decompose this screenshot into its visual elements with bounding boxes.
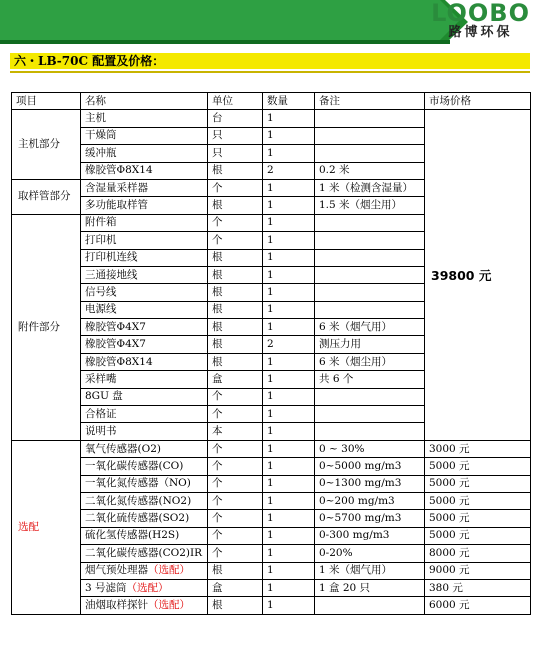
item-unit: 个: [208, 232, 263, 249]
item-unit: 根: [208, 562, 263, 579]
item-qty: 1: [263, 179, 315, 196]
optional-tag: （选配）: [148, 599, 190, 612]
item-qty: 1: [263, 284, 315, 301]
header-qty: 数量: [263, 93, 315, 110]
item-unit: 根: [208, 301, 263, 318]
item-note: 0~5700 mg/m3: [315, 510, 425, 527]
item-note: 1 盒 20 只: [315, 579, 425, 596]
item-name: 一氧化氮传感器（NO): [81, 475, 208, 492]
item-qty: 1: [263, 545, 315, 562]
item-name: 主机: [81, 110, 208, 127]
header-price: 市场价格: [425, 93, 531, 110]
item-note: [315, 388, 425, 405]
group-label: 取样管部分: [12, 179, 81, 214]
item-qty: 1: [263, 353, 315, 370]
item-note: [315, 214, 425, 231]
item-note: 0~200 mg/m3: [315, 492, 425, 509]
optional-row: [12, 492, 531, 509]
header-note: 备注: [315, 93, 425, 110]
item-note: [315, 406, 425, 423]
item-unit: 个: [208, 510, 263, 527]
item-unit: 个: [208, 545, 263, 562]
item-name: 合格证: [81, 406, 208, 423]
item-note: 0 ~ 30%: [315, 440, 425, 457]
item-name: 干燥筒: [81, 127, 208, 144]
item-name: 一氧化碳传感器(CO): [81, 458, 208, 475]
item-qty: 1: [263, 440, 315, 457]
optional-row: [12, 475, 531, 492]
item-unit: 个: [208, 406, 263, 423]
item-name: 橡胶管Φ4X7: [81, 319, 208, 336]
item-qty: 1: [263, 579, 315, 596]
item-qty: 1: [263, 562, 315, 579]
item-qty: 1: [263, 266, 315, 283]
item-note: 1 米（检测含湿量）: [315, 179, 425, 196]
item-name: 硫化氢传感器(H2S): [81, 527, 208, 544]
item-qty: 1: [263, 423, 315, 440]
item-note: [315, 145, 425, 162]
table-row: [12, 110, 531, 127]
item-name: 采样嘴: [81, 371, 208, 388]
optional-label: 选配: [12, 440, 81, 614]
item-name: 多功能取样管: [81, 197, 208, 214]
item-name: 8GU 盘: [81, 388, 208, 405]
item-note: 共 6 个: [315, 371, 425, 388]
item-note: 6 米（烟尘用）: [315, 353, 425, 370]
item-name-text: 烟气预处理器: [85, 564, 148, 577]
item-qty: 1: [263, 510, 315, 527]
item-qty: 1: [263, 214, 315, 231]
item-price: 5000 元: [425, 492, 531, 509]
item-unit: 台: [208, 110, 263, 127]
item-name: 二氧化氮传感器(NO2): [81, 492, 208, 509]
group-label: 主机部分: [12, 110, 81, 180]
item-qty: 1: [263, 597, 315, 614]
item-qty: 1: [263, 492, 315, 509]
item-name: 打印机: [81, 232, 208, 249]
section-title: 六・LB-70C 配置及价格：: [14, 54, 165, 68]
item-name: 打印机连线: [81, 249, 208, 266]
item-note: [315, 249, 425, 266]
item-name: 氧气传感器(O2): [81, 440, 208, 457]
item-note: 测压力用: [315, 336, 425, 353]
header-unit: 单位: [208, 93, 263, 110]
item-unit: 根: [208, 336, 263, 353]
item-unit: 个: [208, 458, 263, 475]
item-qty: 1: [263, 527, 315, 544]
item-name: [81, 597, 208, 614]
group-label: 附件部分: [12, 214, 81, 440]
item-unit: 个: [208, 179, 263, 196]
item-unit: 根: [208, 249, 263, 266]
item-name: 二氧化硫传感器(SO2): [81, 510, 208, 527]
logo-text: LOOBO: [431, 0, 530, 27]
item-unit: 根: [208, 284, 263, 301]
item-name: 含湿量采样器: [81, 179, 208, 196]
item-note: [315, 301, 425, 318]
item-note: 1 米（烟气用）: [315, 562, 425, 579]
item-name: 橡胶管Φ8X14: [81, 162, 208, 179]
item-price: 5000 元: [425, 458, 531, 475]
optional-tag: （选配）: [126, 581, 169, 594]
item-note: 6 米（烟气用）: [315, 319, 425, 336]
item-qty: 1: [263, 301, 315, 318]
item-name: [81, 562, 208, 579]
item-unit: 个: [208, 475, 263, 492]
item-name: 橡胶管Φ8X14: [81, 353, 208, 370]
price-table: [11, 92, 531, 615]
item-name: [81, 579, 208, 596]
item-qty: 2: [263, 162, 315, 179]
item-note: 0-300 mg/m3: [315, 527, 425, 544]
item-price: 8000 元: [425, 545, 531, 562]
item-qty: 1: [263, 110, 315, 127]
header-name: 名称: [81, 93, 208, 110]
item-price: 6000 元: [425, 597, 531, 614]
item-note: [315, 110, 425, 127]
item-name: 附件箱: [81, 214, 208, 231]
item-unit: 盒: [208, 371, 263, 388]
item-qty: 1: [263, 458, 315, 475]
optional-tag: （选配）: [148, 564, 190, 577]
item-unit: 个: [208, 492, 263, 509]
item-qty: 1: [263, 197, 315, 214]
item-unit: 本: [208, 423, 263, 440]
item-price: 5000 元: [425, 475, 531, 492]
optional-row: [12, 458, 531, 475]
item-note: [315, 266, 425, 283]
optional-extra-row: [12, 597, 531, 614]
item-note: 1.5 米（烟尘用）: [315, 197, 425, 214]
item-note: 0.2 米: [315, 162, 425, 179]
item-qty: 1: [263, 475, 315, 492]
item-qty: 1: [263, 145, 315, 162]
item-unit: 根: [208, 353, 263, 370]
item-unit: 个: [208, 440, 263, 457]
logo-subtext: 路博环保: [448, 25, 513, 40]
item-note: [315, 232, 425, 249]
optional-row: [12, 510, 531, 527]
optional-extra-row: [12, 579, 531, 596]
item-unit: 只: [208, 127, 263, 144]
item-price: 5000 元: [425, 510, 531, 527]
optional-row: [12, 545, 531, 562]
item-qty: 1: [263, 388, 315, 405]
item-name: 说明书: [81, 423, 208, 440]
item-note: 0~5000 mg/m3: [315, 458, 425, 475]
item-unit: 个: [208, 527, 263, 544]
price-table-body: [12, 93, 531, 615]
item-name: 二氧化碳传感器(CO2)IR: [81, 545, 208, 562]
item-name-text: 3 号滤筒: [85, 581, 127, 594]
item-unit: 只: [208, 145, 263, 162]
item-qty: 1: [263, 406, 315, 423]
header-item: 项目: [12, 93, 81, 110]
total-price: 39800 元: [425, 110, 531, 440]
table-header-row: [12, 93, 531, 110]
optional-extra-row: [12, 562, 531, 579]
item-name: 缓冲瓶: [81, 145, 208, 162]
item-unit: 根: [208, 197, 263, 214]
item-qty: 1: [263, 127, 315, 144]
item-price: 380 元: [425, 579, 531, 596]
item-qty: 2: [263, 336, 315, 353]
item-qty: 1: [263, 371, 315, 388]
item-unit: 根: [208, 597, 263, 614]
item-price: 3000 元: [425, 440, 531, 457]
item-price: 5000 元: [425, 527, 531, 544]
item-name: 三通接地线: [81, 266, 208, 283]
item-note: 0-20%: [315, 545, 425, 562]
item-qty: 1: [263, 232, 315, 249]
item-unit: 个: [208, 388, 263, 405]
item-name: 橡胶管Φ4X7: [81, 336, 208, 353]
item-name: 信号线: [81, 284, 208, 301]
section-divider: [10, 71, 530, 73]
item-price: 9000 元: [425, 562, 531, 579]
optional-row: [12, 527, 531, 544]
item-note: [315, 284, 425, 301]
item-unit: 个: [208, 214, 263, 231]
item-qty: 1: [263, 319, 315, 336]
item-name-text: 油烟取样探针: [85, 599, 148, 612]
item-note: [315, 423, 425, 440]
item-unit: 根: [208, 319, 263, 336]
item-note: 0~1300 mg/m3: [315, 475, 425, 492]
item-unit: 根: [208, 266, 263, 283]
item-unit: 盒: [208, 579, 263, 596]
item-note: [315, 597, 425, 614]
optional-row: [12, 440, 531, 457]
item-note: [315, 127, 425, 144]
item-unit: 根: [208, 162, 263, 179]
company-logo: [431, 0, 530, 40]
item-qty: 1: [263, 249, 315, 266]
item-name: 电源线: [81, 301, 208, 318]
